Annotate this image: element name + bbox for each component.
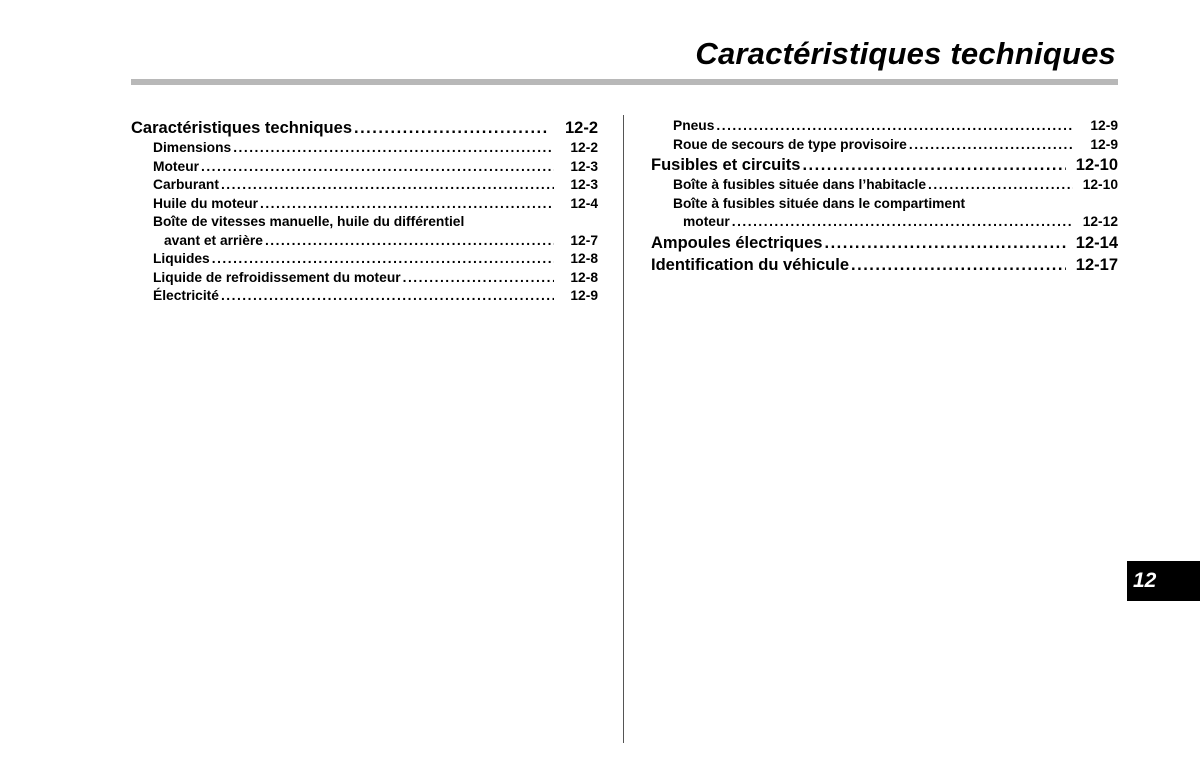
leader-dots <box>907 136 1074 155</box>
toc-entry-page: 12-9 <box>1090 136 1118 152</box>
toc-left-column <box>131 117 598 306</box>
toc-entry-label: Carburant <box>153 177 219 192</box>
toc-entry-label-line2: moteur <box>683 214 730 229</box>
toc-entry-label: Fusibles et circuits <box>651 156 801 174</box>
toc-entry-page: 12-3 <box>570 177 598 192</box>
leader-dots <box>926 176 1073 195</box>
toc-entry[interactable] <box>651 154 1118 176</box>
leader-dots <box>800 154 1065 176</box>
title-rule <box>131 79 1118 85</box>
toc-entry-page: 12-10 <box>1082 177 1118 192</box>
toc-entry[interactable] <box>651 117 1118 136</box>
leader-dots <box>401 269 554 288</box>
toc-entry-label: Liquides <box>153 251 210 266</box>
leader-dots <box>258 195 554 214</box>
toc-entry-page: 12-14 <box>1075 233 1118 252</box>
toc-entry-page: 12-17 <box>1075 255 1118 274</box>
toc-entry-label: Pneus <box>673 118 715 133</box>
toc-entry[interactable] <box>131 269 598 288</box>
toc-entry-label: Huile du moteur <box>153 195 259 211</box>
toc-entry[interactable] <box>131 117 598 139</box>
leader-dots <box>231 139 554 158</box>
toc-entry-label: Électricité <box>153 288 219 303</box>
toc-entry-label: Ampoules électriques <box>651 233 823 252</box>
leader-dots <box>352 117 548 139</box>
toc-entry[interactable] <box>131 250 598 269</box>
toc-entry[interactable] <box>131 158 598 177</box>
toc-entry-page: 12-7 <box>570 232 598 248</box>
leader-dots <box>730 213 1073 232</box>
chapter-tab[interactable] <box>1127 561 1200 601</box>
chapter-number: 12 <box>1133 569 1157 592</box>
toc-entry[interactable] <box>131 287 598 306</box>
leader-dots <box>263 232 554 251</box>
toc-entry[interactable] <box>651 232 1118 254</box>
toc-entry-label: Liquide de refroidissement du moteur <box>153 269 401 285</box>
leader-dots <box>210 250 554 269</box>
leader-dots <box>849 254 1066 276</box>
leader-dots <box>219 287 554 306</box>
toc-entry-page: 12-3 <box>570 158 598 174</box>
toc-entry[interactable] <box>651 136 1118 155</box>
toc-entry-label-line1[interactable]: Boîte à fusibles située dans le compartiment <box>673 195 966 211</box>
toc-entry-label: Caractéristiques techniques <box>131 119 352 137</box>
toc-entry[interactable] <box>651 213 1118 232</box>
leader-dots <box>199 158 554 177</box>
toc-entry[interactable] <box>131 195 598 214</box>
toc-entry[interactable] <box>651 176 1118 195</box>
toc-entry-page: 12-2 <box>564 119 598 137</box>
toc-entry-page: 12-4 <box>570 195 598 211</box>
toc-entry-label-line1[interactable]: Boîte de vitesses manuelle, huile du différentiel <box>153 214 465 229</box>
page-title: Caractéristiques techniques <box>695 36 1116 71</box>
toc-entry-page: 12-12 <box>1082 214 1118 229</box>
toc-entry[interactable] <box>131 232 598 251</box>
toc-entry-page: 12-8 <box>570 269 598 285</box>
toc-entry[interactable] <box>651 254 1118 276</box>
toc-entry-label: Boîte à fusibles située dans l’habitacle <box>673 177 927 192</box>
toc-entry-label: Roue de secours de type provisoire <box>673 136 907 152</box>
toc-entry-page: 12-9 <box>1090 118 1118 133</box>
toc-entry-page: 12-10 <box>1075 156 1118 174</box>
toc-right-column <box>651 117 1118 276</box>
column-divider <box>623 115 624 743</box>
toc-entry[interactable] <box>131 176 598 195</box>
toc-entry-page: 12-9 <box>570 288 598 303</box>
leader-dots <box>822 232 1065 254</box>
toc-entry-label: Dimensions <box>153 140 232 155</box>
toc-entry-label-line2: avant et arrière <box>164 232 263 248</box>
leader-dots <box>219 176 554 195</box>
toc-entry-label: Moteur <box>153 158 199 174</box>
toc-entry-label: Identification du véhicule <box>651 255 850 274</box>
toc-entry-page: 12-2 <box>570 140 598 155</box>
leader-dots <box>714 117 1074 136</box>
toc-entry[interactable] <box>131 139 598 158</box>
toc-entry-page: 12-8 <box>570 251 598 266</box>
